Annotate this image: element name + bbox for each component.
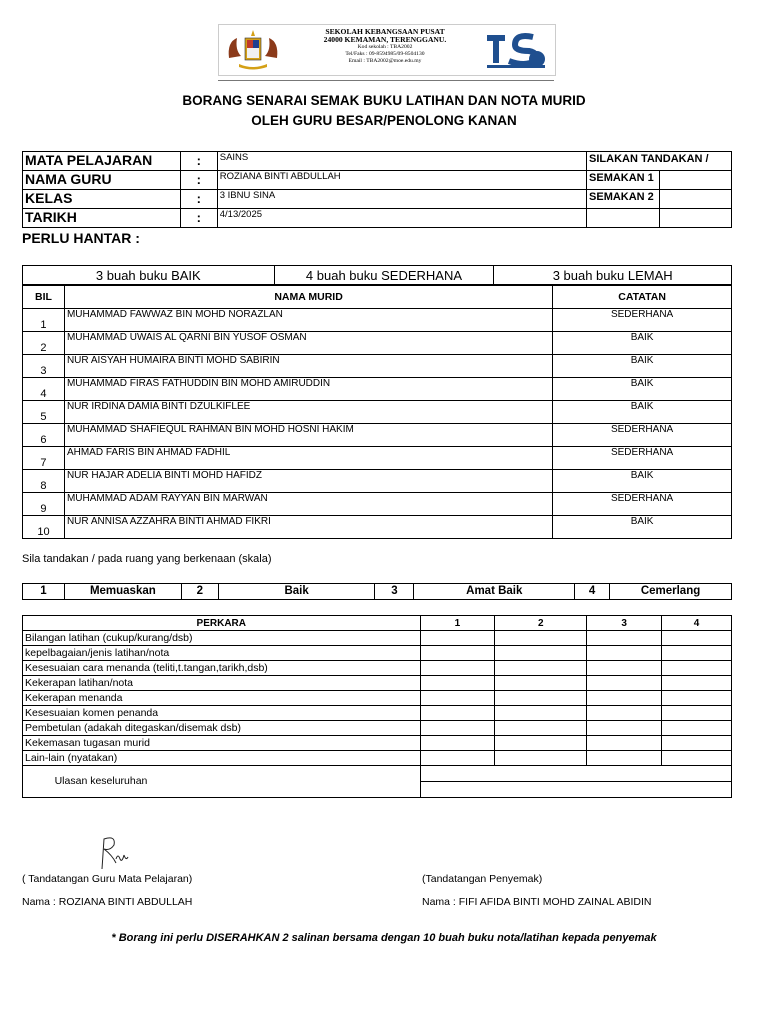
criteria-row (23, 706, 732, 721)
criteria-row (23, 736, 732, 751)
ulasan-field[interactable] (420, 766, 731, 798)
checker-signature-label: (Tandatangan Penyemak) (422, 873, 543, 885)
score-cell-2[interactable] (495, 661, 587, 676)
colon: : (180, 190, 217, 209)
score-cell-4[interactable] (662, 631, 732, 646)
col-score-1: 1 (420, 616, 495, 631)
score-cell-3[interactable] (587, 706, 662, 721)
ts-logo-icon (485, 29, 547, 71)
scale-label: Baik (218, 584, 375, 600)
student-bil: 2 (23, 332, 65, 355)
criteria-label: Kekemasan tugasan murid (23, 736, 421, 751)
score-cell-3[interactable] (587, 676, 662, 691)
student-catatan[interactable]: SEDERHANA (553, 424, 732, 447)
criteria-label: Lain-lain (nyatakan) (23, 751, 421, 766)
student-catatan[interactable]: BAIK (553, 470, 732, 493)
student-name: MUHAMMAD FAWWAZ BIN MOHD NORAZLAN (64, 309, 552, 332)
criteria-table (22, 615, 732, 798)
score-cell-1[interactable] (420, 661, 495, 676)
colon: : (180, 152, 217, 171)
scale-row (23, 584, 732, 600)
table-row (23, 516, 732, 539)
score-cell-4[interactable] (662, 691, 732, 706)
score-cell-2[interactable] (495, 631, 587, 646)
score-cell-4[interactable] (662, 751, 732, 766)
col-score-4: 4 (662, 616, 732, 631)
info-row-date (23, 209, 732, 228)
teacher-value[interactable]: ROZIANA BINTI ABDULLAH (217, 171, 586, 190)
student-catatan[interactable]: BAIK (553, 516, 732, 539)
date-value[interactable]: 4/13/2025 (217, 209, 586, 228)
score-cell-2[interactable] (495, 706, 587, 721)
student-bil: 7 (23, 447, 65, 470)
scale-note: Sila tandakan / pada ruang yang berkenaan (skala) (22, 553, 272, 565)
student-name: NUR HAJAR ADELIA BINTI MOHD HAFIDZ (64, 470, 552, 493)
col-bil: BIL (23, 286, 65, 309)
class-label: KELAS (23, 190, 181, 209)
school-code: Kod sekolah : TBA2002 (357, 44, 413, 51)
scale-label: Memuaskan (64, 584, 181, 600)
footer-remark: * Borang ini perlu DISERAHKAN 2 salinan bersama dengan 10 buah buku nota/latihan kepada penyemak (111, 932, 657, 944)
criteria-label: Pembetulan (adakah ditegaskan/disemak dsb) (23, 721, 421, 736)
students-header (23, 286, 732, 309)
score-cell-1[interactable] (420, 646, 495, 661)
student-catatan[interactable]: BAIK (553, 378, 732, 401)
students-table (22, 285, 732, 539)
col-score-2: 2 (495, 616, 587, 631)
form-title-line2: OLEH GURU BESAR/PENOLONG KANAN (251, 113, 517, 128)
student-name: MUHAMMAD ADAM RAYYAN BIN MARWAN (64, 493, 552, 516)
scale-label: Amat Baik (414, 584, 575, 600)
student-catatan[interactable]: BAIK (553, 332, 732, 355)
criteria-label: kepelbagaian/jenis latihan/nota (23, 646, 421, 661)
table-row (23, 493, 732, 516)
student-catatan[interactable]: SEDERHANA (553, 309, 732, 332)
scale-number: 1 (23, 584, 65, 600)
subject-value[interactable]: SAINS (217, 152, 586, 171)
date-label: TARIKH (23, 209, 181, 228)
table-row (23, 424, 732, 447)
subject-label: MATA PELAJARAN (23, 152, 181, 171)
empty-cell (660, 209, 732, 228)
score-cell-1[interactable] (420, 736, 495, 751)
colon: : (180, 171, 217, 190)
criteria-label: Kekerapan menanda (23, 691, 421, 706)
student-bil: 3 (23, 355, 65, 378)
ulasan-row (23, 766, 732, 798)
student-bil: 10 (23, 516, 65, 539)
score-cell-3[interactable] (587, 721, 662, 736)
score-cell-2[interactable] (495, 691, 587, 706)
score-cell-3[interactable] (587, 646, 662, 661)
table-row (23, 401, 732, 424)
info-row-subject (23, 152, 732, 171)
score-cell-1[interactable] (420, 691, 495, 706)
summary-sederhana: 4 buah buku SEDERHANA (274, 266, 494, 285)
school-address: 24000 KEMAMAN, TERENGGANU. (323, 35, 447, 45)
criteria-header (23, 616, 732, 631)
score-cell-3[interactable] (587, 736, 662, 751)
score-cell-1[interactable] (420, 721, 495, 736)
criteria-label: Kesesuaian komen penanda (23, 706, 421, 721)
school-name: SEKOLAH KEBANGSAAN PUSAT (325, 27, 445, 36)
student-bil: 6 (23, 424, 65, 447)
score-cell-1[interactable] (420, 676, 495, 691)
scale-number: 4 (575, 584, 610, 600)
criteria-row (23, 691, 732, 706)
student-name: AHMAD FARIS BIN AHMAD FADHIL (64, 447, 552, 470)
info-row-class (23, 190, 732, 209)
col-score-3: 3 (587, 616, 662, 631)
student-bil: 8 (23, 470, 65, 493)
letterhead (218, 24, 556, 76)
score-cell-4[interactable] (662, 721, 732, 736)
scale-number: 3 (375, 584, 414, 600)
score-cell-3[interactable] (587, 631, 662, 646)
score-cell-1[interactable] (420, 751, 495, 766)
class-value[interactable]: 3 IBNU SINA (217, 190, 586, 209)
semakan2-checkbox[interactable] (660, 190, 732, 209)
criteria-row (23, 676, 732, 691)
table-row (23, 447, 732, 470)
student-bil: 5 (23, 401, 65, 424)
criteria-row (23, 646, 732, 661)
criteria-row (23, 631, 732, 646)
score-cell-2[interactable] (495, 676, 587, 691)
table-row (23, 332, 732, 355)
col-perkara: PERKARA (23, 616, 421, 631)
check-instruction: SILAKAN TANDAKAN / (587, 152, 732, 171)
score-cell-4[interactable] (662, 676, 732, 691)
score-cell-4[interactable] (662, 706, 732, 721)
col-catatan: CATATAN (553, 286, 732, 309)
school-phone: Tel/Faks : 09-8594985/09-8504130 (345, 51, 425, 57)
summary-table (22, 265, 732, 285)
score-cell-2[interactable] (495, 736, 587, 751)
school-email: Email : TBA2002@moe.edu.my (348, 57, 422, 64)
table-row (23, 309, 732, 332)
criteria-label: Kesesuaian cara menanda (teliti,t.tangan,tarikh,dsb) (23, 661, 421, 676)
table-row (23, 470, 732, 493)
score-cell-2[interactable] (495, 751, 587, 766)
teacher-label: NAMA GURU (23, 171, 181, 190)
teacher-name: Nama : ROZIANA BINTI ABDULLAH (22, 896, 193, 908)
checker-name: Nama : FIFI AFIDA BINTI MOHD ZAINAL ABIDIN (422, 896, 652, 908)
student-name: NUR ANNISA AZZAHRA BINTI AHMAD FIKRI (64, 516, 552, 539)
student-bil: 4 (23, 378, 65, 401)
student-catatan[interactable]: SEDERHANA (553, 447, 732, 470)
semakan1-label: SEMAKAN 1 (587, 171, 660, 190)
table-row (23, 378, 732, 401)
student-name: MUHAMMAD FIRAS FATHUDDIN BIN MOHD AMIRUDDIN (64, 378, 552, 401)
letterhead-divider (218, 80, 554, 81)
score-cell-3[interactable] (587, 661, 662, 676)
scale-label: Cemerlang (610, 584, 732, 600)
score-cell-1[interactable] (420, 631, 495, 646)
criteria-row (23, 721, 732, 736)
summary-lemah: 3 buah buku LEMAH (494, 266, 732, 285)
scale-table (22, 583, 732, 600)
score-cell-4[interactable] (662, 646, 732, 661)
empty-cell (587, 209, 660, 228)
student-bil: 9 (23, 493, 65, 516)
criteria-label: Bilangan latihan (cukup/kurang/dsb) (23, 631, 421, 646)
table-row (23, 355, 732, 378)
form-title-line1: BORANG SENARAI SEMAK BUKU LATIHAN DAN NOTA MURID (182, 93, 586, 108)
student-catatan[interactable]: BAIK (553, 401, 732, 424)
score-cell-1[interactable] (420, 706, 495, 721)
student-catatan[interactable]: BAIK (553, 355, 732, 378)
ulasan-label: Ulasan keseluruhan (54, 775, 148, 787)
semakan2-label: SEMAKAN 2 (587, 190, 660, 209)
info-table (22, 151, 732, 228)
school-address-block (305, 28, 465, 64)
colon: : (180, 209, 217, 228)
summary-baik: 3 buah buku BAIK (23, 266, 275, 285)
student-name: MUHAMMAD UWAIS AL QARNI BIN YUSOF OSMAN (64, 332, 552, 355)
criteria-row (23, 661, 732, 676)
criteria-row (23, 751, 732, 766)
student-name: NUR IRDINA DAMIA BINTI DZULKIFLEE (64, 401, 552, 424)
student-name: MUHAMMAD SHAFIEQUL RAHMAN BIN MOHD HOSNI HAKIM (64, 424, 552, 447)
student-name: NUR AISYAH HUMAIRA BINTI MOHD SABIRIN (64, 355, 552, 378)
criteria-label: Kekerapan latihan/nota (23, 676, 421, 691)
col-nama: NAMA MURID (64, 286, 552, 309)
signature-icon (94, 833, 134, 873)
student-bil: 1 (23, 309, 65, 332)
score-cell-3[interactable] (587, 691, 662, 706)
score-cell-2[interactable] (495, 721, 587, 736)
student-catatan[interactable]: SEDERHANA (553, 493, 732, 516)
score-cell-4[interactable] (662, 661, 732, 676)
info-row-teacher (23, 171, 732, 190)
score-cell-3[interactable] (587, 751, 662, 766)
semakan1-checkbox[interactable] (660, 171, 732, 190)
perlu-hantar-label: PERLU HANTAR : (22, 230, 140, 246)
score-cell-4[interactable] (662, 736, 732, 751)
teacher-signature-label: ( Tandatangan Guru Mata Pelajaran) (22, 873, 193, 885)
scale-number: 2 (181, 584, 218, 600)
score-cell-2[interactable] (495, 646, 587, 661)
state-crest-icon (225, 28, 281, 72)
